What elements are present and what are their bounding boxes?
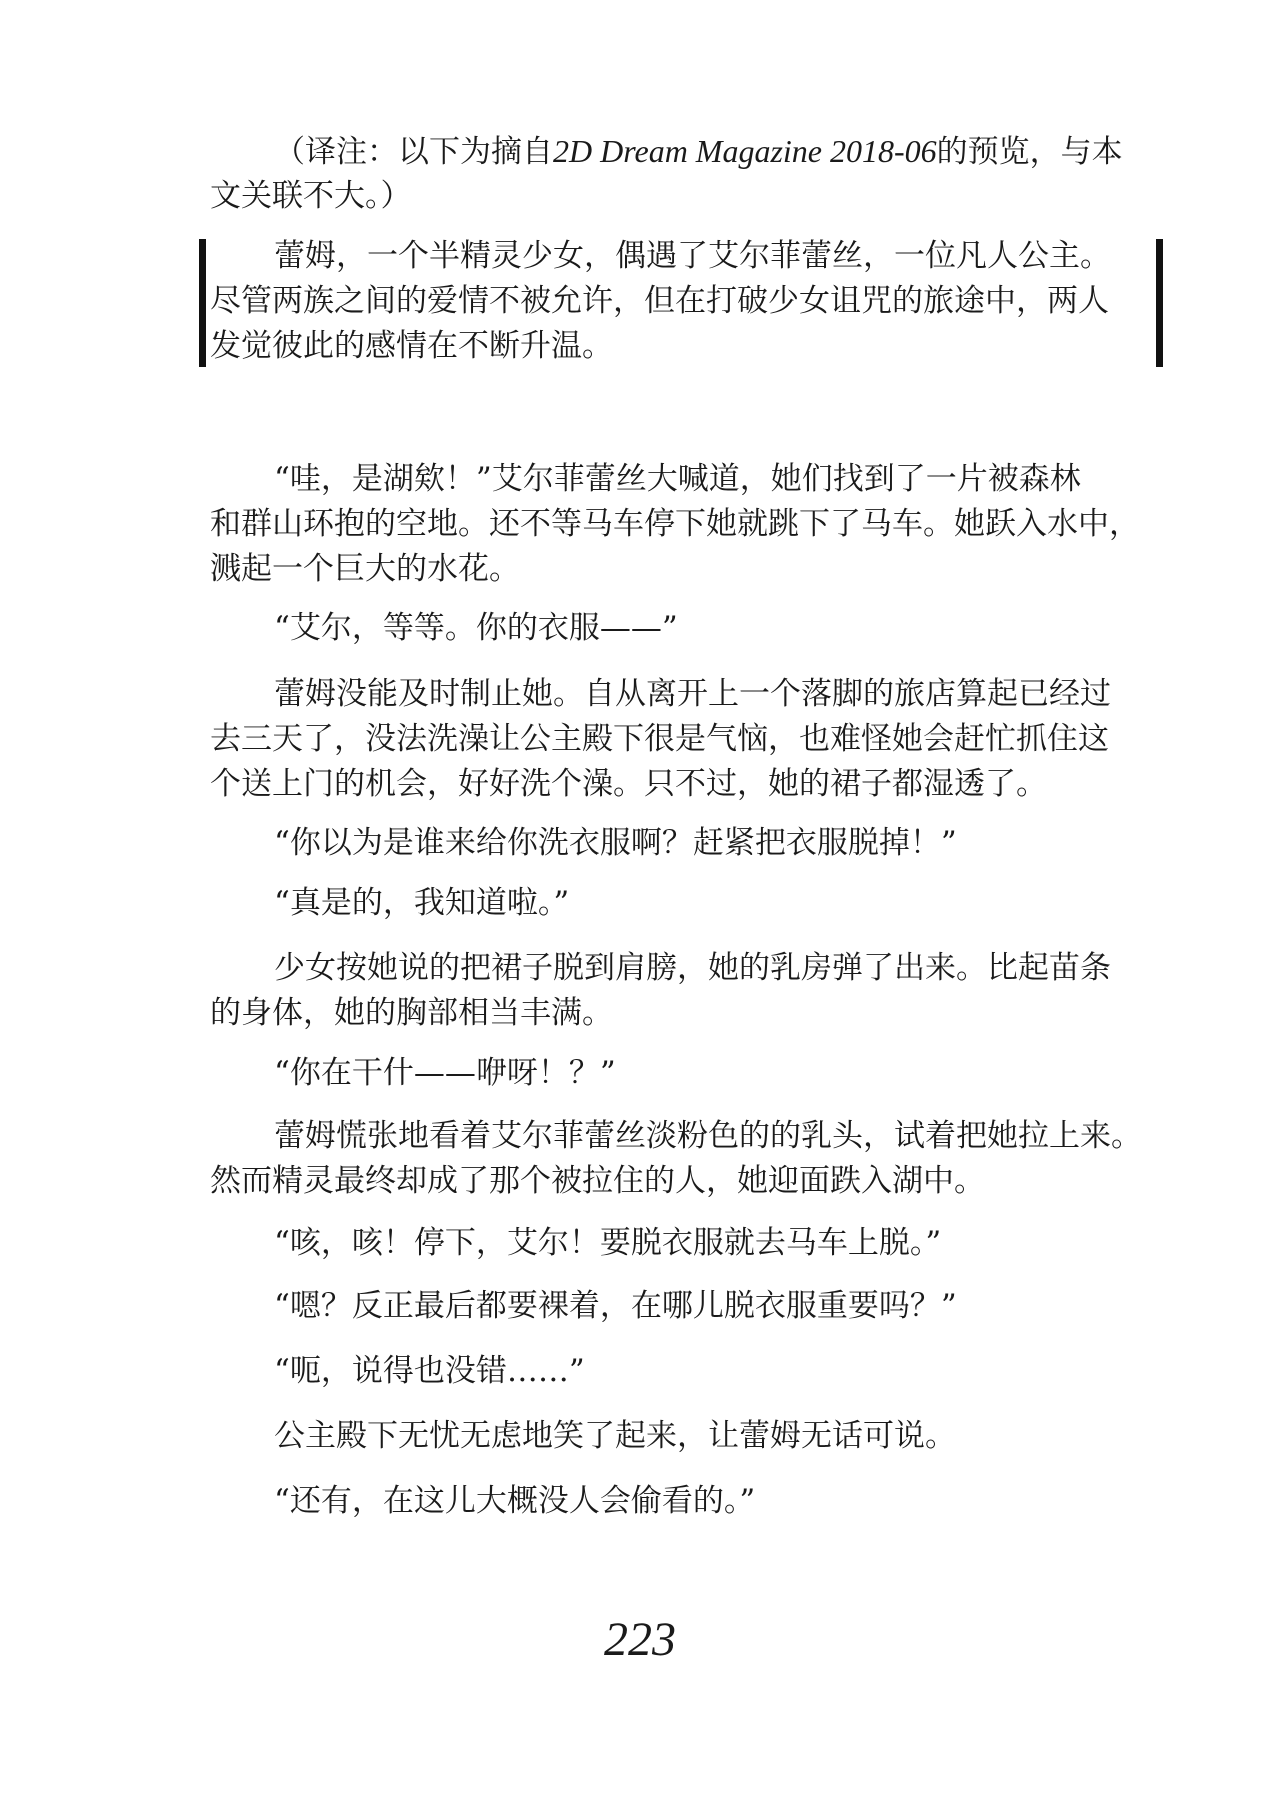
paragraph — [210, 821, 1160, 866]
text-line: “你在干什——咿呀！？” — [274, 1055, 616, 1091]
text-line: 蕾姆慌张地看着艾尔菲蕾丝淡粉色的的乳头，试着把她拉上来。 — [274, 1118, 1142, 1154]
text-line: 去三天了，没法洗澡让公主殿下很是气恼，也难怪她会赶忙抓住这 — [210, 721, 1109, 757]
paragraph — [210, 672, 1160, 807]
paragraph — [210, 946, 1160, 1036]
synopsis-line: 发觉彼此的感情在不断升温。 — [210, 328, 613, 364]
note-suffix: 的预览，与本 — [936, 134, 1123, 170]
translator-note — [210, 129, 1160, 219]
text-line: “嗯？反正最后都要裸着，在哪儿脱衣服重要吗？” — [274, 1288, 957, 1324]
text-line: “还有，在这儿大概没人会偷看的。” — [274, 1483, 756, 1519]
text-line: “真是的，我知道啦。” — [274, 885, 570, 921]
synopsis-line: 尽管两族之间的爱情不被允许，但在打破少女诅咒的旅途中，两人 — [210, 283, 1109, 319]
text-line: “艾尔，等等。你的衣服——” — [274, 610, 678, 646]
quote-bar-left — [199, 239, 206, 367]
text-line: “你以为是谁来给你洗衣服啊？赶紧把衣服脱掉！” — [274, 825, 957, 861]
text-line: “哇，是湖欸！”艾尔菲蕾丝大喊道，她们找到了一片被森林 — [274, 461, 1081, 497]
paragraph — [210, 1349, 1160, 1394]
text-line: 个送上门的机会，好好洗个澡。只不过，她的裙子都湿透了。 — [210, 766, 1047, 802]
note-line-1 — [210, 129, 1160, 174]
note-prefix: （译注：以下为摘自 — [274, 134, 553, 170]
page-number: 223 — [604, 1613, 676, 1666]
text-line: 然而精灵最终却成了那个被拉住的人，她迎面跌入湖中。 — [210, 1163, 985, 1199]
paragraph — [210, 457, 1160, 592]
text-line: 和群山环抱的空地。还不等马车停下她就跳下了马车。她跃入水中， — [210, 506, 1140, 542]
paragraph — [210, 1414, 1160, 1459]
note-source: 2D Dream Magazine 2018-06 — [553, 133, 937, 169]
synopsis-block — [210, 234, 1160, 369]
paragraph — [210, 1479, 1160, 1524]
paragraph — [210, 1221, 1160, 1266]
paragraph — [210, 881, 1160, 926]
paragraph — [210, 1051, 1160, 1096]
text-line: 蕾姆没能及时制止她。自从离开上一个落脚的旅店算起已经过 — [274, 676, 1111, 712]
text-line: 公主殿下无忧无虑地笑了起来，让蕾姆无话可说。 — [274, 1418, 956, 1454]
paragraph — [210, 1114, 1160, 1204]
note-line-2: 文关联不大。） — [210, 178, 412, 214]
text-line: “呃，说得也没错……” — [274, 1353, 585, 1389]
text-line: 少女按她说的把裙子脱到肩膀，她的乳房弹了出来。比起苗条 — [274, 950, 1111, 986]
paragraph — [210, 606, 1160, 651]
synopsis-line: 蕾姆，一个半精灵少女，偶遇了艾尔菲蕾丝，一位凡人公主。 — [274, 238, 1111, 274]
text-line: “咳，咳！停下，艾尔！要脱衣服就去马车上脱。” — [274, 1225, 942, 1261]
text-line: 溅起一个巨大的水花。 — [210, 551, 520, 587]
paragraph — [210, 1284, 1160, 1329]
text-line: 的身体，她的胸部相当丰满。 — [210, 995, 613, 1031]
